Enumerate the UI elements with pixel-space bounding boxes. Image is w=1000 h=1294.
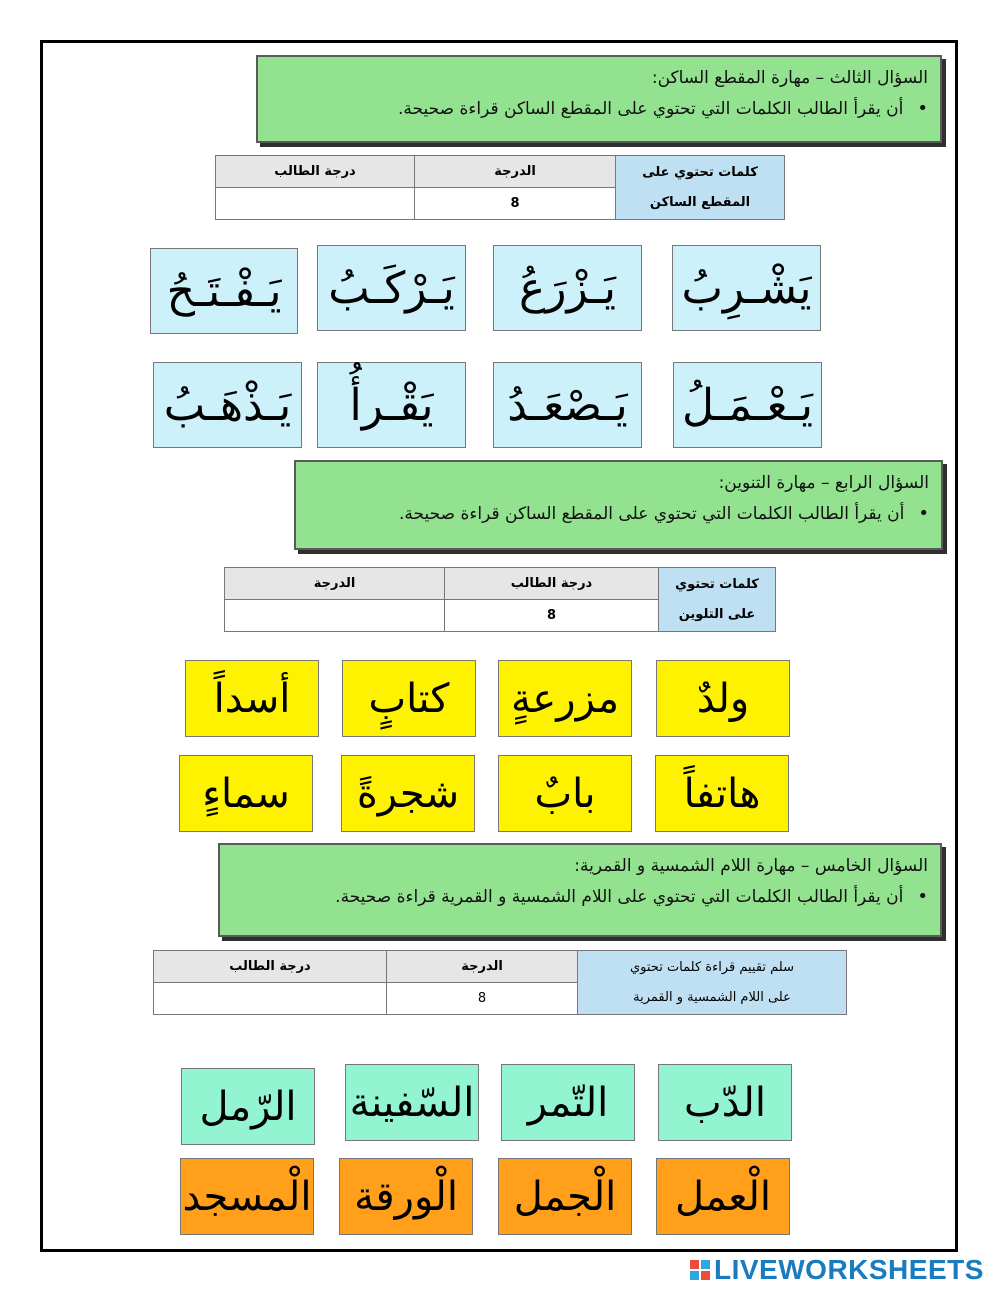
q5-table-label: سلم تقييم قراءة كلمات تحتوي على اللام الشمسية و القمرية — [578, 951, 847, 1015]
word-card[interactable]: الدّب — [658, 1064, 792, 1141]
liveworksheets-logo — [690, 1254, 984, 1286]
q4-title: السؤال الرابع – مهارة التنوين: — [718, 473, 929, 493]
word-card[interactable]: الْورقة — [339, 1158, 473, 1235]
word-card[interactable]: يَـرْكَـبُ — [317, 245, 466, 331]
q4-grade-table — [224, 567, 776, 632]
word-card[interactable]: يَـذْهَـبُ — [153, 362, 302, 448]
liveworksheets-logo-icon — [690, 1260, 710, 1280]
q4-bullet: • أن يقرأ الطالب الكلمات التي تحتوي على المقطع الساكن قراءة صحيحة. — [308, 498, 929, 530]
q5-table-col1: الدرجة — [387, 951, 578, 983]
word-card[interactable]: الْمسجد — [180, 1158, 314, 1235]
word-card[interactable]: بابٌ — [498, 755, 632, 832]
word-card[interactable]: كتابٍ — [342, 660, 476, 737]
q3-table-col2: درجة الطالب — [216, 156, 415, 188]
q5-box — [218, 843, 942, 937]
q3-table-grade: 8 — [415, 188, 616, 220]
q4-table-grade: 8 — [445, 600, 659, 632]
q3-table-label: كلمات تحتوي على المقطع الساكن — [616, 156, 785, 220]
q3-bullet: • أن يقرأ الطالب الكلمات التي تحتوي على المقطع الساكن قراءة صحيحة. — [270, 93, 928, 125]
q4-table-col1: درجة الطالب — [445, 568, 659, 600]
q3-table-col1: الدرجة — [415, 156, 616, 188]
word-card[interactable]: ولدٌ — [656, 660, 790, 737]
word-card[interactable]: الْجمل — [498, 1158, 632, 1235]
q5-grade-table — [153, 950, 847, 1015]
word-card[interactable]: الرّمل — [181, 1068, 315, 1145]
q4-box — [294, 460, 943, 550]
q3-box — [256, 55, 942, 143]
word-card[interactable]: السّفينة — [345, 1064, 479, 1141]
word-card[interactable]: مزرعةٍ — [498, 660, 632, 737]
q3-student-grade-cell[interactable] — [216, 188, 415, 220]
q4-table-col2: الدرجة — [225, 568, 445, 600]
word-card[interactable]: شجرةً — [341, 755, 475, 832]
q4-student-grade-cell[interactable] — [225, 600, 445, 632]
word-card[interactable]: يَـفْـتَـحُ — [150, 248, 298, 334]
q3-grade-table — [215, 155, 785, 220]
page-frame — [40, 40, 958, 1252]
word-card[interactable]: يَشْـرِبُ — [672, 245, 821, 331]
q5-table-col2: درجة الطالب — [154, 951, 387, 983]
word-card[interactable]: هاتفاً — [655, 755, 789, 832]
q3-title: السؤال الثالث – مهارة المقطع الساكن: — [651, 68, 928, 88]
word-card[interactable]: التّمر — [501, 1064, 635, 1141]
word-card[interactable]: أسداً — [185, 660, 319, 737]
word-card[interactable]: يَـزْرَعُ — [493, 245, 642, 331]
liveworksheets-logo-text: LIVEWORKSHEETS — [714, 1254, 984, 1285]
word-card[interactable]: يَـعْـمَـلُ — [673, 362, 822, 448]
word-card[interactable]: سماءٍ — [179, 755, 313, 832]
q5-title: السؤال الخامس – مهارة اللام الشمسية و القمرية: — [574, 856, 928, 876]
q5-bullet: • أن يقرأ الطالب الكلمات التي تحتوي على اللام الشمسية و القمرية قراءة صحيحة. — [232, 881, 928, 913]
q5-student-grade-cell[interactable] — [154, 983, 387, 1015]
word-card[interactable]: يَـصْعَـدُ — [493, 362, 642, 448]
q5-table-grade: 8 — [387, 983, 578, 1015]
word-card[interactable]: يَقْـرأُ — [317, 362, 466, 448]
q4-table-label: كلمات تحتوي على التلوين — [659, 568, 776, 632]
word-card[interactable]: الْعمل — [656, 1158, 790, 1235]
